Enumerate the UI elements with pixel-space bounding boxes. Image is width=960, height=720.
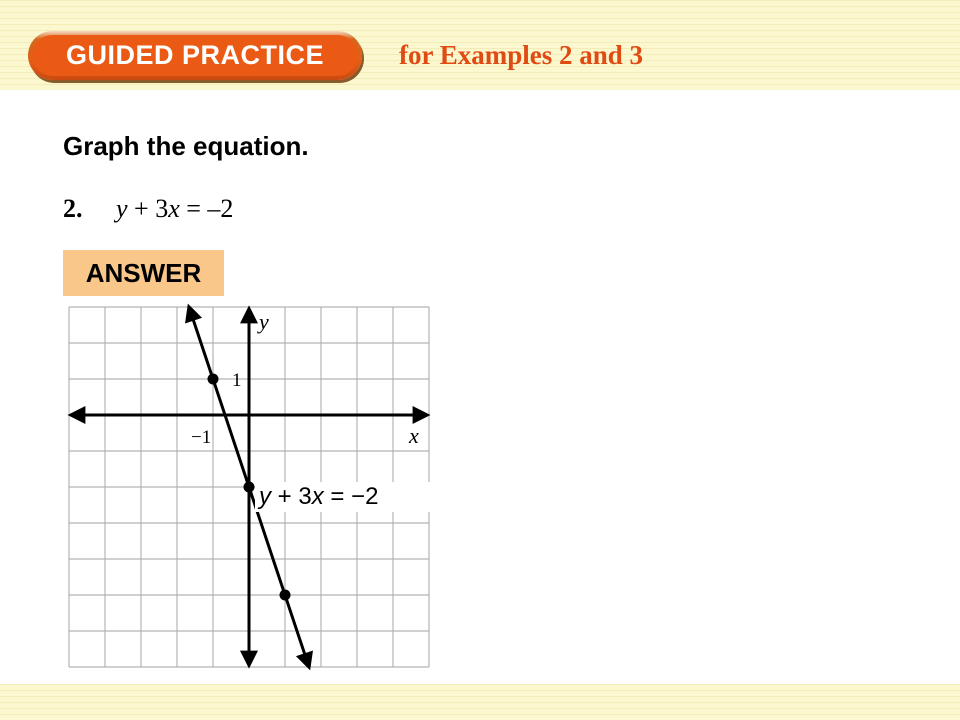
- plotted-point: [280, 590, 291, 601]
- problem-equation: y + 3x = –2: [116, 194, 234, 223]
- equation-label: y + 3x = −2: [259, 483, 379, 510]
- answer-label: ANSWER: [63, 250, 224, 296]
- plotted-point: [208, 374, 219, 385]
- footer-band: [0, 684, 960, 720]
- graph-labels: [191, 309, 437, 512]
- y-axis-label: y: [259, 309, 269, 334]
- badge-label: GUIDED PRACTICE: [32, 35, 358, 76]
- guided-practice-badge: [28, 31, 362, 80]
- instruction-text: Graph the equation.: [63, 131, 309, 161]
- plotted-point: [244, 482, 255, 493]
- coordinate-graph: [60, 300, 440, 680]
- x-tick-label: −1: [191, 427, 212, 448]
- examples-subtitle: for Examples 2 and 3: [399, 40, 644, 70]
- problem-number: 2.: [63, 194, 83, 223]
- x-axis-label: x: [409, 423, 419, 448]
- y-tick-label: 1: [232, 370, 242, 391]
